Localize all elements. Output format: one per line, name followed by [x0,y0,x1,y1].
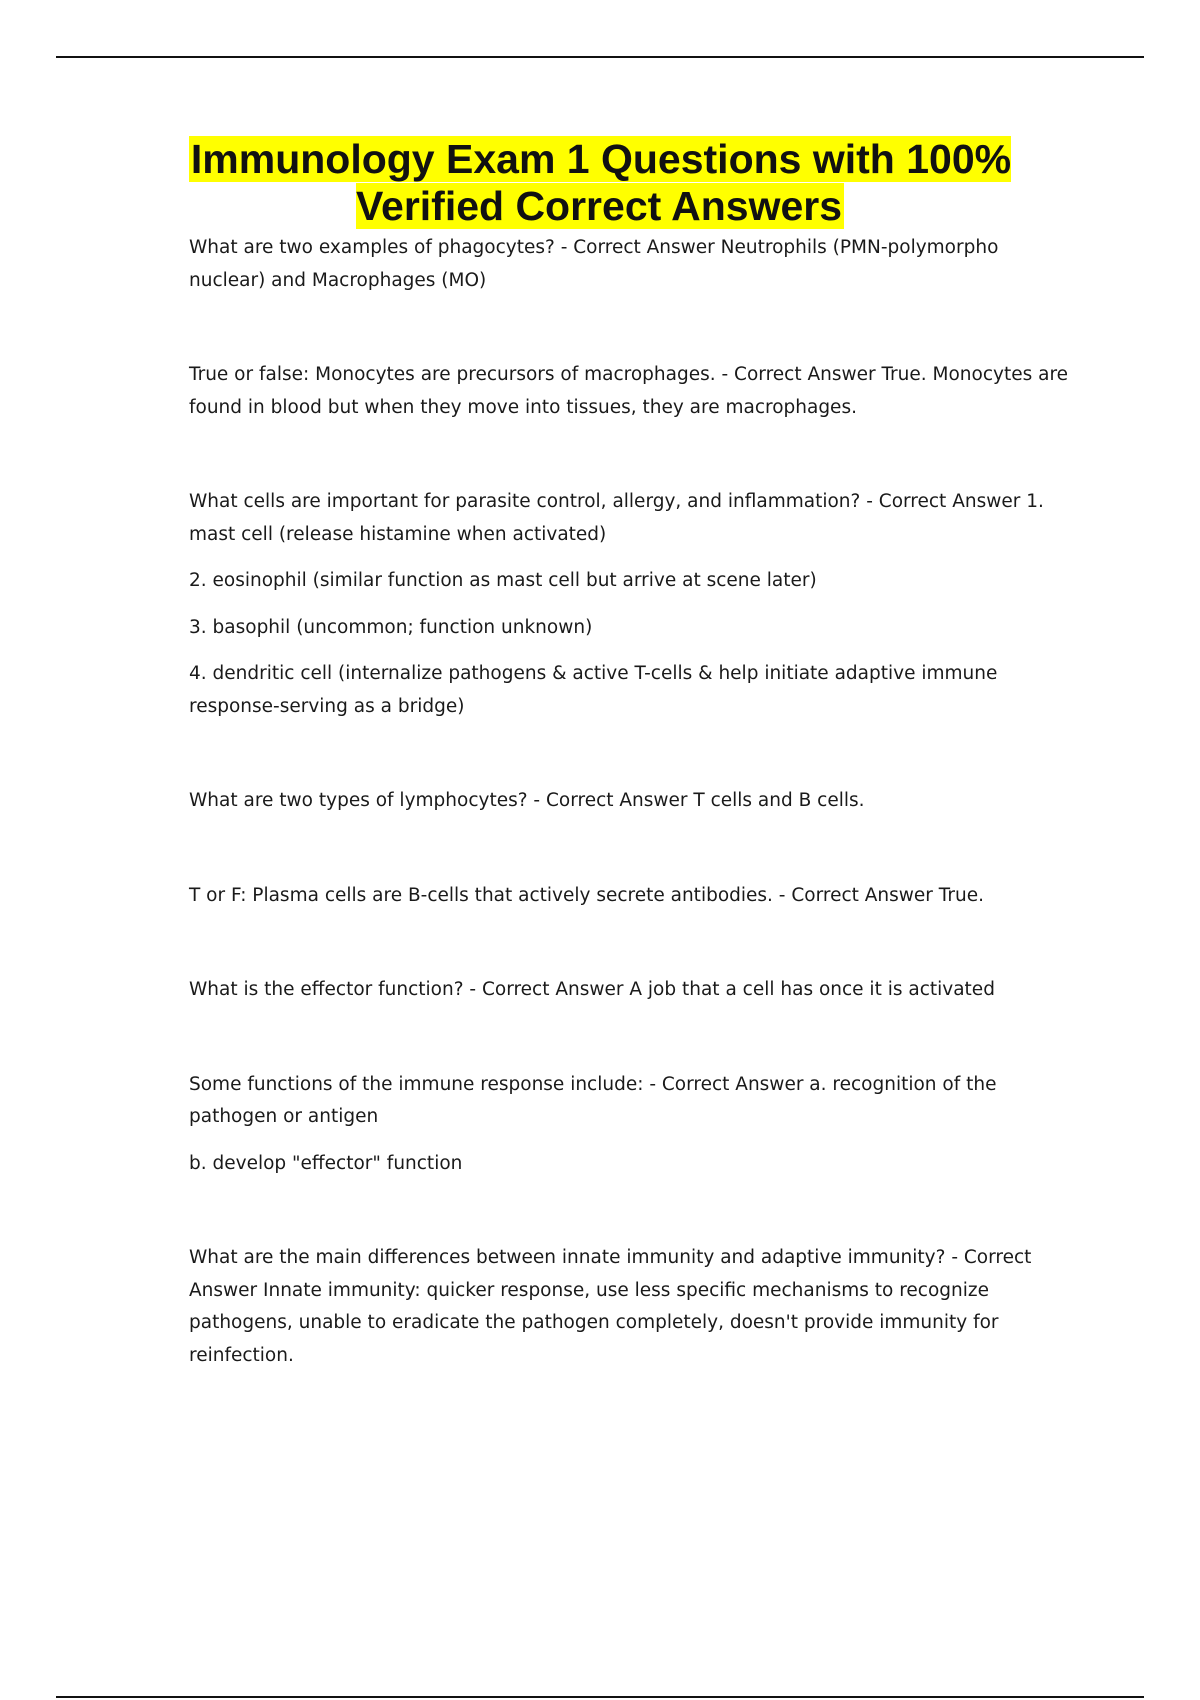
qa-list-item: b. develop "effector" function [189,1152,463,1174]
qa-entry-lymphocytes [189,785,1069,818]
qa-entry-effector-function [189,974,1069,1007]
qa-text: T or F: Plasma cells are B-cells that actively secrete antibodies. - Correct Answer True. [189,884,984,906]
qa-text: True or false: Monocytes are precursors of macrophages. - Correct Answer True. Monocytes are found in blood but when they move into tissues, they are macrophages. [189,364,1069,418]
qa-text: What cells are important for parasite control, allergy, and inflammation? - Correct Answer 1. mast cell (release histamine when activated) [189,491,1044,545]
document-title [150,136,1050,230]
qa-entry-immune-functions [189,1069,1069,1181]
qa-text: Some functions of the immune response include: - Correct Answer a. recognition of the pathogen or antigen [189,1073,997,1127]
document-body [189,232,1069,1372]
top-rule [56,56,1144,58]
bottom-rule [56,1696,1144,1698]
qa-list-item: 4. dendritic cell (internalize pathogens & active T-cells & help initiate adaptive immune response-serving as a bridge) [189,663,998,717]
qa-list-item: 3. basophil (uncommon; function unknown) [189,616,593,638]
qa-text: What are two types of lymphocytes? - Correct Answer T cells and B cells. [189,790,865,811]
qa-entry-parasite-cells [189,486,1069,723]
qa-entry-innate-vs-adaptive [189,1242,1069,1372]
qa-entry-phagocytes [189,232,1069,297]
qa-list-item: 2. eosinophil (similar function as mast cell but arrive at scene later) [189,570,817,591]
qa-text: What are the main differences between innate immunity and adaptive immunity? - Correct Answer Innate immunity: quicker response, use less specific mechanisms to recognize pathogens, unable to eradicate the pathogen completely, doesn't provide immunity for reinfection. [189,1247,1032,1366]
qa-entry-monocytes [189,359,1069,424]
qa-text: What are two examples of phagocytes? - Correct Answer Neutrophils (PMN-polymorpho nuclear) and Macrophages (MO) [189,237,999,291]
qa-entry-plasma-cells [189,880,1069,913]
qa-text: What is the effector function? - Correct Answer A job that a cell has once it is activated [189,979,995,1000]
document-title-highlight: Immunology Exam 1 Questions with 100% Verified Correct Answers [190,136,1012,229]
